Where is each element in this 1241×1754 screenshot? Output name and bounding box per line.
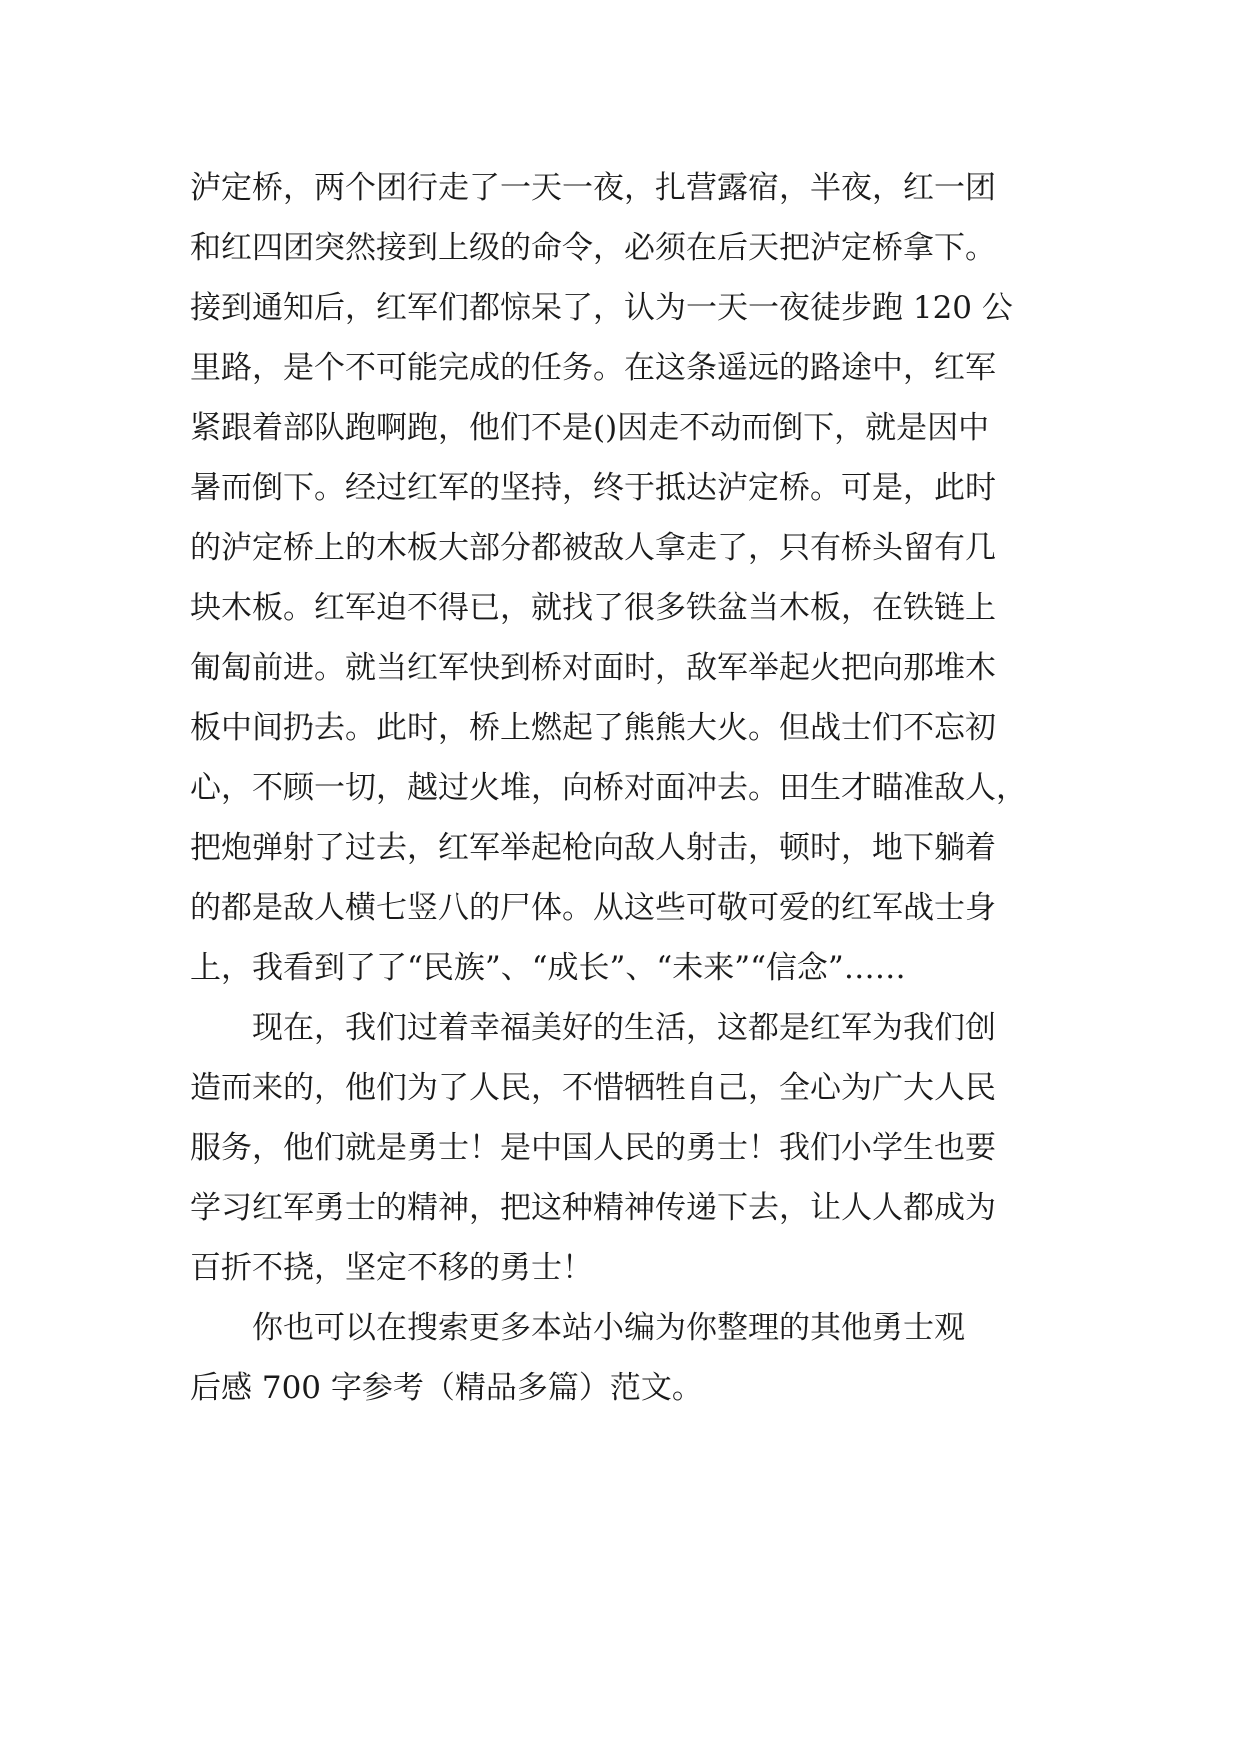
document-body <box>190 158 1090 1418</box>
text-line: 和红四团突然接到上级的命令，必须在后天把泸定桥拿下。 <box>190 230 996 266</box>
text-line: 板中间扔去。此时，桥上燃起了熊熊大火。但战士们不忘初 <box>190 710 996 746</box>
text-line: 的都是敌人横七竖八的尸体。从这些可敬可爱的红军战士身 <box>190 890 996 926</box>
text-line: 暑而倒下。经过红军的坚持，终于抵达泸定桥。可是，此时 <box>190 470 996 506</box>
paragraph-start-line: 你也可以在搜索更多本站小编为你整理的其他勇士观 <box>252 1310 965 1346</box>
text-line: 学习红军勇士的精神，把这种精神传递下去，让人人都成为 <box>190 1190 996 1226</box>
text-line: 心，不顾一切，越过火堆，向桥对面冲去。田生才瞄准敌人， <box>190 770 1027 806</box>
text-line: 泸定桥，两个团行走了一天一夜，扎营露宿，半夜，红一团 <box>190 170 996 206</box>
text-line: 上，我看到了了“民族”、“成长”、“未来”“信念”…… <box>190 950 906 986</box>
text-line: 里路，是个不可能完成的任务。在这条遥远的路途中，红军 <box>190 350 996 386</box>
text-line: 后感 700 字参考（精品多篇）范文。 <box>190 1370 703 1406</box>
text-line: 的泸定桥上的木板大部分都被敌人拿走了，只有桥头留有几 <box>190 530 996 566</box>
text-line: 造而来的，他们为了人民，不惜牺牲自己，全心为广大人民 <box>190 1070 996 1106</box>
text-line: 匍匐前进。就当红军快到桥对面时，敌军举起火把向那堆木 <box>190 650 996 686</box>
paragraph-start-line: 现在，我们过着幸福美好的生活，这都是红军为我们创 <box>252 1010 996 1046</box>
text-line: 百折不挠，坚定不移的勇士！ <box>190 1250 593 1286</box>
text-line: 块木板。红军迫不得已，就找了很多铁盆当木板，在铁链上 <box>190 590 996 626</box>
text-line: 接到通知后，红军们都惊呆了，认为一天一夜徒步跑 120 公 <box>190 290 1013 326</box>
text-line: 紧跟着部队跑啊跑，他们不是()因走不动而倒下，就是因中 <box>190 410 990 446</box>
text-line: 把炮弹射了过去，红军举起枪向敌人射击，顿时，地下躺着 <box>190 830 996 866</box>
text-line: 服务，他们就是勇士！是中国人民的勇士！我们小学生也要 <box>190 1130 996 1166</box>
